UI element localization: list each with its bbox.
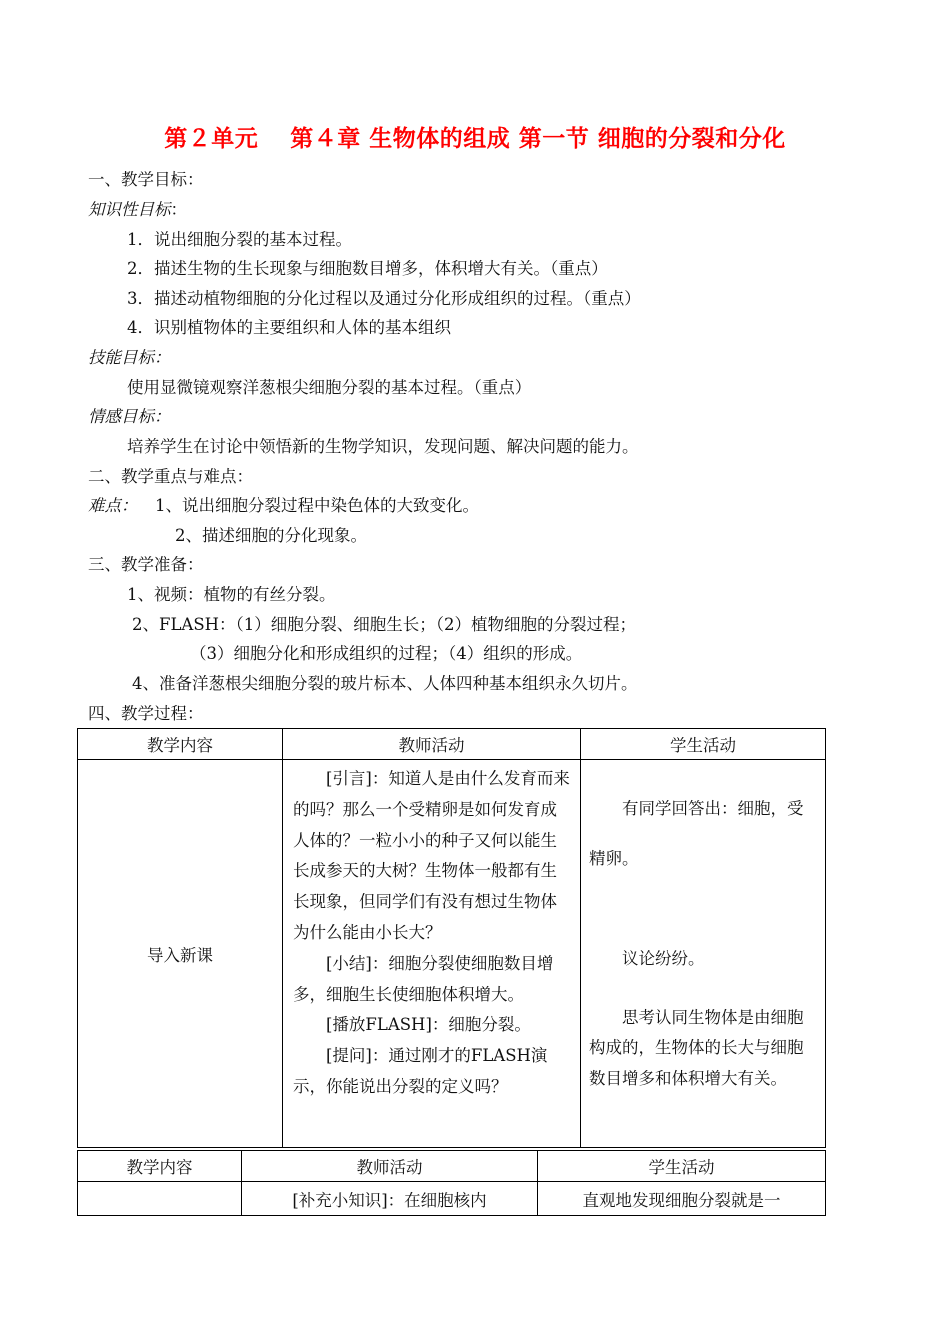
header2-content: 教学内容 <box>78 1151 242 1182</box>
header-content: 教学内容 <box>78 729 283 760</box>
teacher-para-question: [提问]：通过刚才的FLASH演示，你能说出分裂的定义吗？ <box>293 1046 548 1096</box>
page-title: 第２单元 第４章 生物体的组成 第一节 细胞的分裂和分化 <box>164 126 786 152</box>
process-table-1 <box>77 728 826 1148</box>
skill-objectives-label: 技能目标： <box>88 348 171 367</box>
preparation-item-3: 4、准备洋葱根尖细胞分裂的玻片标本、人体四种基本组织永久切片。 <box>132 674 638 693</box>
knowledge-item-2: 2．描述生物的生长现象与细胞数目增多，体积增大有关。（重点） <box>127 259 608 278</box>
teacher-para-summary: [小结]：细胞分裂使细胞数目增多，细胞生长使细胞体积增大。 <box>293 953 554 1004</box>
difficulty-label: 难点： <box>88 496 138 515</box>
teacher-para-intro: [引言]：知道人是由什么发育而来的吗？那么一个受精卵是如何发育成人体的？一粒小小的种子又何以能生长成参天的大树？生物体一般都有生长现象，但同学们有没有想过生物体为什么能由小长大？ <box>293 769 570 942</box>
cell-teacher-intro <box>283 760 581 1148</box>
table2-row <box>78 1182 826 1216</box>
table-row-intro <box>78 760 826 1148</box>
header2-teacher: 教师活动 <box>242 1151 538 1182</box>
student-para-think: 思考认同生物体是由细胞构成的，生物体的长大与细胞数目增多和体积增大有关。 <box>589 1007 804 1088</box>
knowledge-item-4: 4．识别植物体的主要组织和人体的基本组织 <box>127 318 451 337</box>
header2-student: 学生活动 <box>538 1151 826 1182</box>
knowledge-label-text: 知识性目标 <box>88 200 171 219</box>
header-teacher: 教师活动 <box>283 729 581 760</box>
cell2-teacher: [补充小知识]：在细胞核内 <box>242 1182 538 1216</box>
knowledge-objectives-label <box>88 199 187 221</box>
cell2-content <box>78 1182 242 1216</box>
knowledge-item-3: 3．描述动植物细胞的分化过程以及通过分化形成组织的过程。（重点） <box>127 289 641 308</box>
table2-header-row <box>78 1151 826 1182</box>
cell2-student: 直观地发现细胞分裂就是一 <box>538 1182 826 1216</box>
preparation-item-2-cont: （3）细胞分化和形成组织的过程；（4）组织的形成。 <box>190 644 583 663</box>
knowledge-label-colon: ： <box>170 200 187 219</box>
knowledge-item-1: 1．说出细胞分裂的基本过程。 <box>127 230 352 249</box>
section-keypoints-heading: 二、教学重点与难点： <box>88 467 253 486</box>
section-process-heading: 四、教学过程： <box>88 704 204 723</box>
teacher-para-flash: [播放FLASH]：细胞分裂。 <box>326 1015 531 1035</box>
skill-objectives-text: 使用显微镜观察洋葱根尖细胞分裂的基本过程。（重点） <box>127 378 532 397</box>
cell-student-intro <box>581 760 826 1148</box>
emotion-objectives-label: 情感目标： <box>88 407 171 426</box>
table-header-row <box>78 729 826 760</box>
student-para-answer: 有同学回答出：细胞，受精卵。 <box>589 799 804 868</box>
emotion-objectives-text: 培养学生在讨论中领悟新的生物学知识，发现问题、解决问题的能力。 <box>127 437 639 456</box>
preparation-item-1: 1、视频：植物的有丝分裂。 <box>127 585 336 604</box>
cell-content-intro: 导入新课 <box>78 760 283 1148</box>
preparation-item-2: 2、FLASH：（1）细胞分裂、细胞生长；（2）植物细胞的分裂过程； <box>132 615 637 634</box>
process-table-2 <box>77 1150 826 1216</box>
header-student: 学生活动 <box>581 729 826 760</box>
student-para-discuss: 议论纷纷。 <box>622 949 705 968</box>
section-preparation-heading: 三、教学准备： <box>88 555 204 574</box>
difficulty-item-2: 2、描述细胞的分化现象。 <box>175 526 367 545</box>
difficulty-item-1: 1、说出细胞分裂过程中染色体的大致变化。 <box>155 496 479 515</box>
section-objectives-heading: 一、教学目标： <box>88 170 204 189</box>
